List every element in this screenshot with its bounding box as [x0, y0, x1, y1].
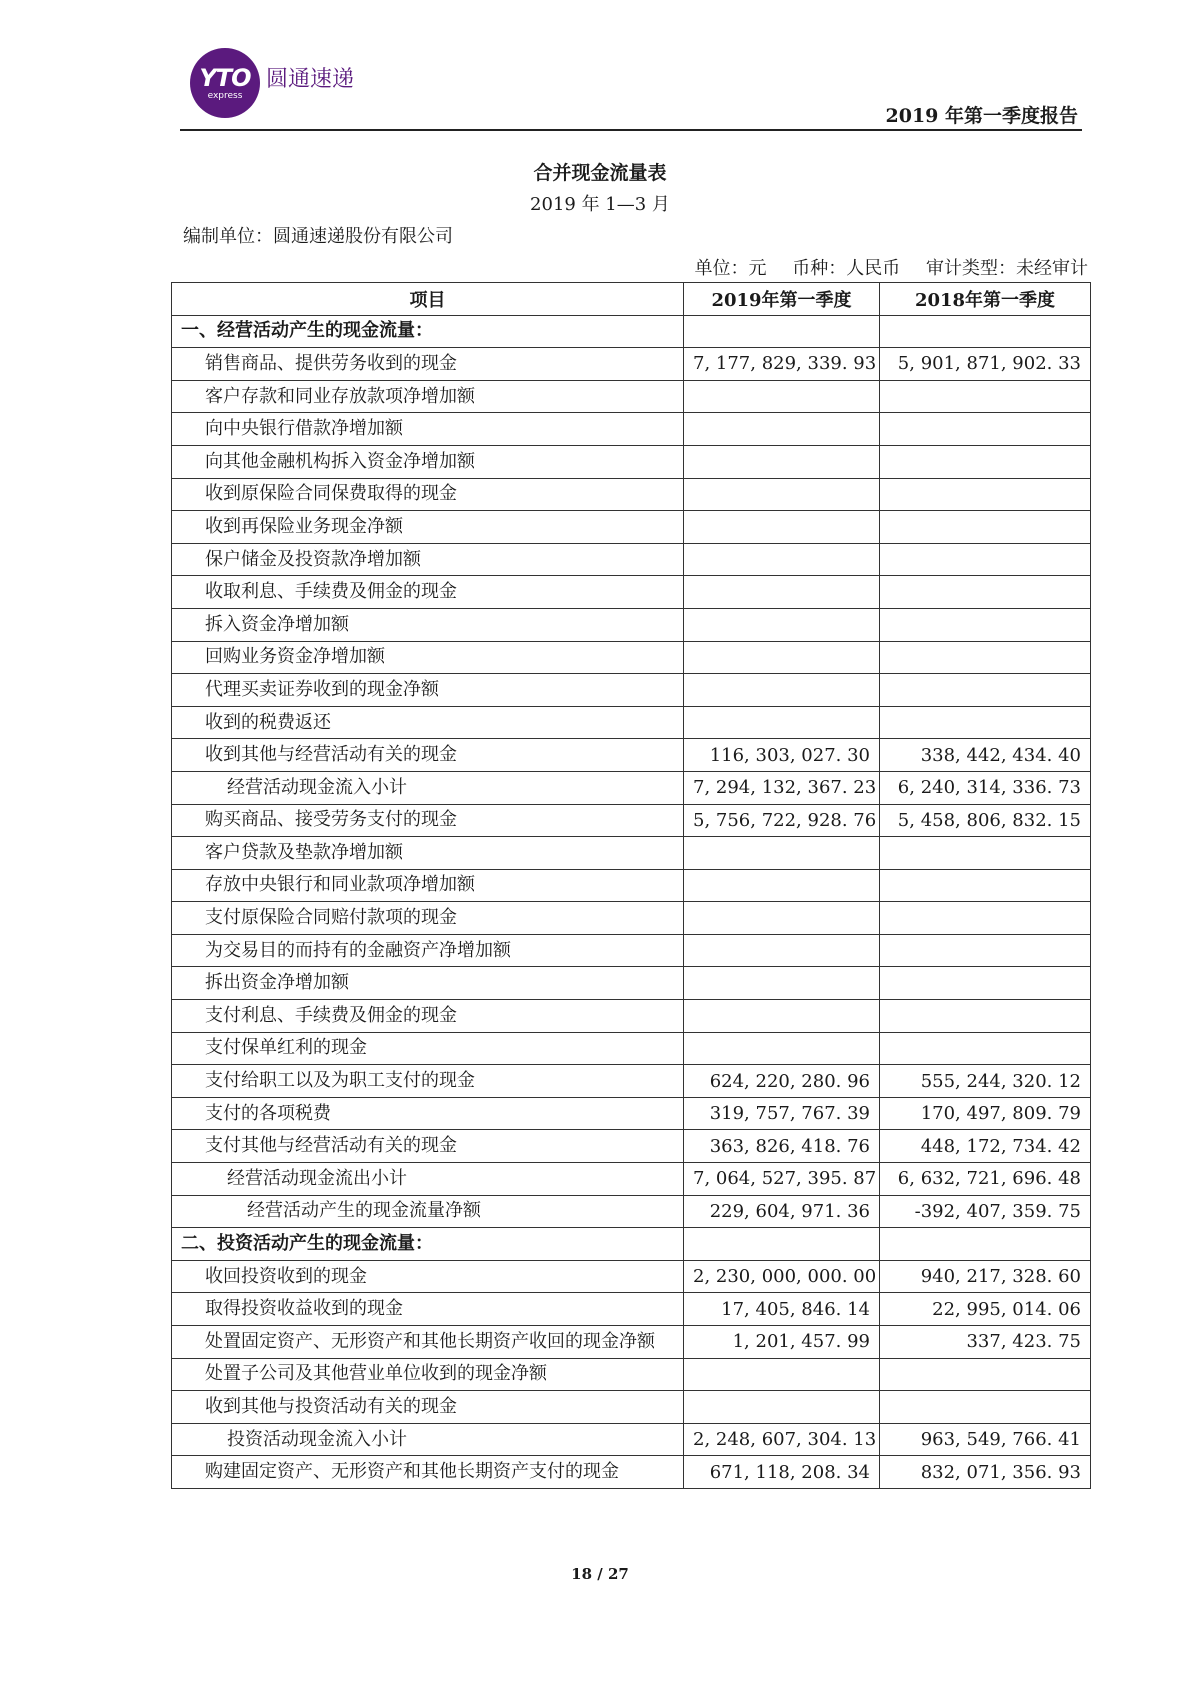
value-2019q1 — [684, 445, 880, 478]
table-row — [172, 967, 1091, 1000]
value-2019q1 — [684, 641, 880, 674]
statement-meta — [675, 254, 1088, 280]
table-row — [172, 804, 1091, 837]
value-2018q1: 338, 442, 434. 40 — [880, 739, 1091, 772]
value-2019q1 — [684, 869, 880, 902]
value-2018q1 — [880, 608, 1091, 641]
value-2018q1: 832, 071, 356. 93 — [880, 1456, 1091, 1489]
row-label: 保户储金及投资款净增加额 — [172, 543, 684, 576]
value-2019q1: 7, 177, 829, 339. 93 — [684, 348, 880, 381]
value-2018q1 — [880, 869, 1091, 902]
row-label: 收到原保险合同保费取得的现金 — [172, 478, 684, 511]
table-row — [172, 1195, 1091, 1228]
row-label: 向其他金融机构拆入资金净增加额 — [172, 445, 684, 478]
value-2019q1 — [684, 902, 880, 935]
row-label: 收到其他与经营活动有关的现金 — [172, 739, 684, 772]
value-2019q1: 7, 294, 132, 367. 23 — [684, 771, 880, 804]
value-2018q1: 337, 423. 75 — [880, 1326, 1091, 1359]
table-row — [172, 1163, 1091, 1196]
row-label: 经营活动现金流出小计 — [172, 1163, 684, 1196]
row-label: 经营活动产生的现金流量净额 — [172, 1195, 684, 1228]
value-2018q1 — [880, 837, 1091, 870]
value-2019q1: 5, 756, 722, 928. 76 — [684, 804, 880, 837]
row-label: 销售商品、提供劳务收到的现金 — [172, 348, 684, 381]
row-label: 购建固定资产、无形资产和其他长期资产支付的现金 — [172, 1456, 684, 1489]
company-logo — [190, 48, 354, 118]
value-2019q1: 363, 826, 418. 76 — [684, 1130, 880, 1163]
table-row — [172, 511, 1091, 544]
value-2019q1: 319, 757, 767. 39 — [684, 1097, 880, 1130]
row-label: 支付保单红利的现金 — [172, 1032, 684, 1065]
column-header-2019q1: 2019年第一季度 — [684, 283, 880, 316]
value-2019q1 — [684, 478, 880, 511]
value-2019q1 — [684, 1000, 880, 1033]
row-label: 取得投资收益收到的现金 — [172, 1293, 684, 1326]
value-2019q1 — [684, 934, 880, 967]
value-2018q1: 940, 217, 328. 60 — [880, 1260, 1091, 1293]
row-label: 支付其他与经营活动有关的现金 — [172, 1130, 684, 1163]
row-label: 回购业务资金净增加额 — [172, 641, 684, 674]
column-header-item: 项目 — [172, 283, 684, 316]
value-2019q1 — [684, 706, 880, 739]
compiling-entity: 编制单位：圆通速递股份有限公司 — [183, 226, 453, 247]
row-label: 收回投资收到的现金 — [172, 1260, 684, 1293]
table-row — [172, 869, 1091, 902]
value-2019q1: 1, 201, 457. 99 — [684, 1326, 880, 1359]
table-row — [172, 837, 1091, 870]
value-2019q1: 2, 230, 000, 000. 00 — [684, 1260, 880, 1293]
value-2018q1 — [880, 576, 1091, 609]
value-2018q1: 170, 497, 809. 79 — [880, 1097, 1091, 1130]
table-row — [172, 380, 1091, 413]
value-2018q1 — [880, 1228, 1091, 1261]
value-2018q1: 22, 995, 014. 06 — [880, 1293, 1091, 1326]
table-row — [172, 1000, 1091, 1033]
value-2018q1: -392, 407, 359. 75 — [880, 1195, 1091, 1228]
table-row — [172, 1326, 1091, 1359]
table-row — [172, 902, 1091, 935]
value-2019q1 — [684, 543, 880, 576]
value-2018q1 — [880, 1391, 1091, 1424]
row-label: 收取利息、手续费及佣金的现金 — [172, 576, 684, 609]
row-label: 经营活动现金流入小计 — [172, 771, 684, 804]
value-2018q1 — [880, 478, 1091, 511]
report-title: 2019 年第一季度报告 — [885, 105, 1078, 127]
table-row — [172, 576, 1091, 609]
value-2019q1: 624, 220, 280. 96 — [684, 1065, 880, 1098]
row-label: 拆入资金净增加额 — [172, 608, 684, 641]
value-2018q1 — [880, 934, 1091, 967]
table-row — [172, 934, 1091, 967]
table-row — [172, 348, 1091, 381]
value-2018q1 — [880, 674, 1091, 707]
table-row — [172, 478, 1091, 511]
row-label: 支付的各项税费 — [172, 1097, 684, 1130]
value-2019q1 — [684, 511, 880, 544]
value-2019q1 — [684, 608, 880, 641]
value-2018q1: 5, 458, 806, 832. 15 — [880, 804, 1091, 837]
table-row — [172, 543, 1091, 576]
row-label: 一、经营活动产生的现金流量： — [172, 315, 684, 348]
table-row — [172, 413, 1091, 446]
table-row — [172, 445, 1091, 478]
currency-label: 币种：人民币 — [792, 258, 901, 279]
value-2019q1 — [684, 380, 880, 413]
row-label: 购买商品、接受劳务支付的现金 — [172, 804, 684, 837]
table-row — [172, 706, 1091, 739]
table-row — [172, 771, 1091, 804]
table-row — [172, 1391, 1091, 1424]
value-2019q1: 116, 303, 027. 30 — [684, 739, 880, 772]
table-row — [172, 739, 1091, 772]
value-2018q1 — [880, 315, 1091, 348]
table-row — [172, 1423, 1091, 1456]
page-number: 18 / 27 — [571, 1565, 629, 1583]
value-2018q1: 963, 549, 766. 41 — [880, 1423, 1091, 1456]
row-label: 代理买卖证券收到的现金净额 — [172, 674, 684, 707]
value-2019q1: 671, 118, 208. 34 — [684, 1456, 880, 1489]
table-row — [172, 1293, 1091, 1326]
value-2019q1: 7, 064, 527, 395. 87 — [684, 1163, 880, 1196]
value-2018q1 — [880, 706, 1091, 739]
value-2019q1 — [684, 315, 880, 348]
logo-subtext: express — [207, 90, 243, 101]
table-row — [172, 315, 1091, 348]
row-label: 客户存款和同业存放款项净增加额 — [172, 380, 684, 413]
statement-period: 2019 年 1—3 月 — [530, 194, 670, 215]
table-row — [172, 608, 1091, 641]
audit-label: 审计类型：未经审计 — [926, 258, 1088, 279]
value-2018q1: 6, 632, 721, 696. 48 — [880, 1163, 1091, 1196]
value-2019q1 — [684, 1228, 880, 1261]
table-row — [172, 1456, 1091, 1489]
row-label: 收到的税费返还 — [172, 706, 684, 739]
column-header-2018q1: 2018年第一季度 — [880, 283, 1091, 316]
value-2019q1 — [684, 413, 880, 446]
value-2018q1 — [880, 413, 1091, 446]
table-row — [172, 1358, 1091, 1391]
row-label: 二、投资活动产生的现金流量： — [172, 1228, 684, 1261]
cash-flow-table — [171, 282, 1091, 1489]
value-2019q1 — [684, 674, 880, 707]
value-2018q1: 555, 244, 320. 12 — [880, 1065, 1091, 1098]
row-label: 支付利息、手续费及佣金的现金 — [172, 1000, 684, 1033]
table-row — [172, 641, 1091, 674]
value-2018q1: 448, 172, 734. 42 — [880, 1130, 1091, 1163]
value-2018q1 — [880, 511, 1091, 544]
table-row — [172, 1228, 1091, 1261]
table-row — [172, 1065, 1091, 1098]
table-row — [172, 674, 1091, 707]
row-label: 支付给职工以及为职工支付的现金 — [172, 1065, 684, 1098]
logo-text: YTO — [199, 63, 251, 92]
value-2018q1 — [880, 641, 1091, 674]
value-2019q1 — [684, 576, 880, 609]
table-row — [172, 1130, 1091, 1163]
value-2018q1 — [880, 902, 1091, 935]
row-label: 客户贷款及垫款净增加额 — [172, 837, 684, 870]
value-2019q1: 2, 248, 607, 304. 13 — [684, 1423, 880, 1456]
table-row — [172, 1097, 1091, 1130]
row-label: 拆出资金净增加额 — [172, 967, 684, 1000]
row-label: 为交易目的而持有的金融资产净增加额 — [172, 934, 684, 967]
value-2018q1 — [880, 445, 1091, 478]
brand-name: 圆通速递 — [266, 66, 355, 92]
value-2019q1: 229, 604, 971. 36 — [684, 1195, 880, 1228]
value-2018q1 — [880, 1032, 1091, 1065]
value-2018q1: 6, 240, 314, 336. 73 — [880, 771, 1091, 804]
row-label: 存放中央银行和同业款项净增加额 — [172, 869, 684, 902]
value-2019q1 — [684, 837, 880, 870]
statement-title: 合并现金流量表 — [533, 162, 667, 184]
table-row — [172, 1032, 1091, 1065]
value-2019q1 — [684, 1032, 880, 1065]
value-2019q1 — [684, 1358, 880, 1391]
value-2018q1 — [880, 543, 1091, 576]
row-label: 收到再保险业务现金净额 — [172, 511, 684, 544]
value-2018q1 — [880, 380, 1091, 413]
table-row — [172, 1260, 1091, 1293]
row-label: 向中央银行借款净增加额 — [172, 413, 684, 446]
value-2018q1 — [880, 1000, 1091, 1033]
row-label: 处置固定资产、无形资产和其他长期资产收回的现金净额 — [172, 1326, 684, 1359]
value-2018q1 — [880, 1358, 1091, 1391]
value-2018q1 — [880, 967, 1091, 1000]
value-2019q1 — [684, 967, 880, 1000]
value-2019q1 — [684, 1391, 880, 1424]
row-label: 投资活动现金流入小计 — [172, 1423, 684, 1456]
row-label: 处置子公司及其他营业单位收到的现金净额 — [172, 1358, 684, 1391]
value-2018q1: 5, 901, 871, 902. 33 — [880, 348, 1091, 381]
row-label: 支付原保险合同赔付款项的现金 — [172, 902, 684, 935]
row-label: 收到其他与投资活动有关的现金 — [172, 1391, 684, 1424]
unit-label: 单位：元 — [694, 258, 767, 279]
value-2019q1: 17, 405, 846. 14 — [684, 1293, 880, 1326]
yto-logo-icon — [190, 48, 260, 118]
header-divider — [180, 129, 1082, 131]
